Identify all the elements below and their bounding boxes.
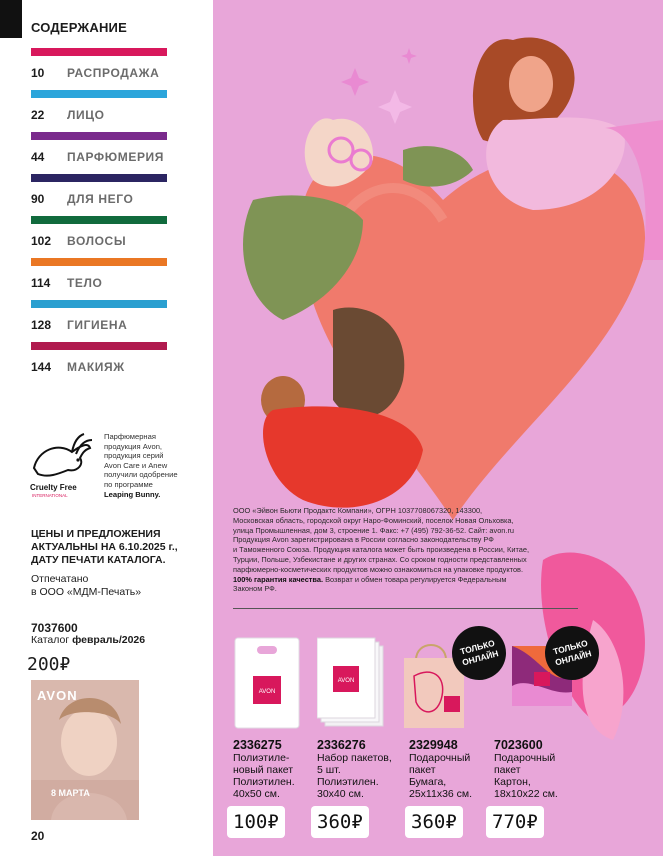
legal-text: ООО «Эйвон Бьюти Продактс Компани», ОГРН 1037708067320, 143300, Московская область, городской округ Наро-Фоминский, поселок Новая Ольховка, улица Промышленная, дом 3, строение 1. Факс: +7 (495) 792-36-52. Сайт: avon.ru Продукция Avon зарегистрирована в России согласно законодательству РФ и Таможенного Союза. Продукция каталога может быть произведена в России, Китае, Турции, Польше, Узбекистане и других странах. Со сроком годности представленных парфюмерно-косметических продуктов можно ознакомиться на упаковке продуктов. 100% гарантия качества. Возврат и обмен товара регулируется Федеральным Законом РФ. xyxy=(233,506,530,594)
leaping-bunny-logo xyxy=(28,428,94,498)
product-code: 2336276 xyxy=(317,738,366,752)
toc-title: СОДЕРЖАНИЕ xyxy=(31,20,127,35)
toc-color-bar xyxy=(31,300,167,308)
toc-color-bar xyxy=(31,174,167,182)
toc-item-hair[interactable] xyxy=(31,216,167,248)
toc-label: ДЛЯ НЕГО xyxy=(67,192,134,206)
toc-page-number: 44 xyxy=(31,150,45,164)
product-price: 360₽ xyxy=(311,806,369,838)
svg-text:AVON: AVON xyxy=(258,689,276,695)
toc-color-bar xyxy=(31,90,167,98)
product-image-plastic-bag[interactable] xyxy=(233,636,301,730)
catalog-code: 7037600 xyxy=(31,621,78,635)
toc-page-number: 102 xyxy=(31,234,52,248)
catalog-cover-image[interactable] xyxy=(31,680,139,820)
cruelty-free-logo-subtext: INTERNATIONAL xyxy=(32,493,68,498)
online-only-badge: ТОЛЬКО ОНЛАЙН xyxy=(446,620,512,686)
corner-tab xyxy=(0,0,22,38)
toc-item-sale[interactable] xyxy=(31,48,167,80)
cover-brand: AVON xyxy=(37,688,78,703)
toc-item-hygiene[interactable] xyxy=(31,300,167,332)
toc-label: ВОЛОСЫ xyxy=(67,234,127,248)
toc-color-bar xyxy=(31,258,167,266)
toc-page-number: 90 xyxy=(31,192,45,206)
product-code: 2329948 xyxy=(409,738,458,752)
toc-item-face[interactable] xyxy=(31,90,167,122)
product-code: 2336275 xyxy=(233,738,282,752)
toc-color-bar xyxy=(31,132,167,140)
product-image-bag-set[interactable] xyxy=(317,636,385,730)
toc-page-number: 10 xyxy=(31,66,45,80)
toc-item-body[interactable] xyxy=(31,258,167,290)
cruelty-free-text: Парфюмерная продукция Avon, продукция серий Avon Care и Anew получили одобрение по программе Leaping Bunny. xyxy=(104,432,178,499)
product-price: 100₽ xyxy=(227,806,285,838)
product-price: 770₽ xyxy=(486,806,544,838)
product-description: Полиэтиле- новый пакет Полиэтилен. 40x50 см. xyxy=(233,752,295,800)
toc-item-perfume[interactable] xyxy=(31,132,167,164)
product-description: Набор пакетов, 5 шт. Полиэтилен. 30x40 см. xyxy=(317,752,392,800)
page-number: 20 xyxy=(31,829,45,843)
divider xyxy=(233,608,578,609)
product-description: Подарочный пакет Картон, 18x10x22 см. xyxy=(494,752,558,800)
toc-label: МАКИЯЖ xyxy=(67,360,125,374)
svg-text:AVON: AVON xyxy=(337,678,355,684)
toc-page-number: 22 xyxy=(31,108,45,122)
toc-label: ЛИЦО xyxy=(67,108,105,122)
toc-page-number: 144 xyxy=(31,360,52,374)
product-description: Подарочный пакет Бумага, 25x11x36 см. xyxy=(409,752,473,800)
cruelty-free-logo-text: Cruelty Free xyxy=(30,483,77,492)
toc-color-bar xyxy=(31,48,167,56)
toc-label: ПАРФЮМЕРИЯ xyxy=(67,150,165,164)
cover-date: 8 МАРТА xyxy=(51,788,90,798)
toc-item-makeup[interactable] xyxy=(31,342,167,374)
toc-label: РАСПРОДАЖА xyxy=(67,66,160,80)
printer-info: Отпечатано в ООО «МДМ-Печать» xyxy=(31,573,142,598)
toc-color-bar xyxy=(31,216,167,224)
toc-item-for-him[interactable] xyxy=(31,174,167,206)
toc-page-number: 128 xyxy=(31,318,52,332)
price-notice: ЦЕНЫ И ПРЕДЛОЖЕНИЯ АКТУАЛЬНЫ НА 6.10.2025 г., ДАТУ ПЕЧАТИ КАТАЛОГА. xyxy=(31,528,178,566)
toc-label: ТЕЛО xyxy=(67,276,103,290)
product-price: 360₽ xyxy=(405,806,463,838)
online-only-badge: ТОЛЬКО ОНЛАЙН xyxy=(539,620,605,686)
catalog-price: 200₽ xyxy=(27,654,71,675)
toc-page-number: 114 xyxy=(31,276,51,290)
toc-label: ГИГИЕНА xyxy=(67,318,128,332)
catalog-name: Каталог февраль/2026 xyxy=(31,634,146,646)
product-code: 7023600 xyxy=(494,738,543,752)
left-column xyxy=(0,0,213,856)
toc-color-bar xyxy=(31,342,167,350)
